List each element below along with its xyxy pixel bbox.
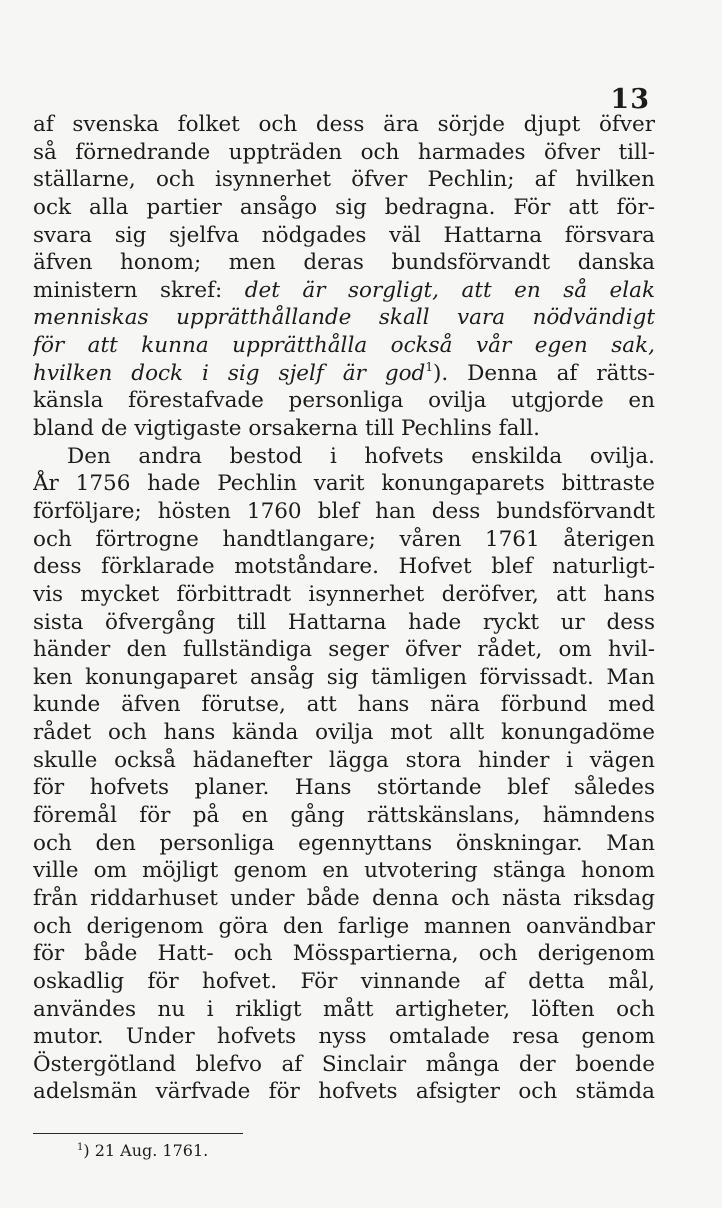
plain-text: ). Denna af rätts- xyxy=(432,360,655,386)
text-line: användes nu i rikligt mått artigheter, löften och xyxy=(33,996,655,1022)
text-line: mutor. Under hofvets nyss omtalade resa genom xyxy=(33,1024,655,1050)
text-line xyxy=(33,304,655,332)
text-line: från riddarhuset under både denna och nästa riksdag xyxy=(33,885,655,911)
text-line: dess förklarade motståndare. Hofvet blef naturligt- xyxy=(33,554,655,580)
text-line: oskadlig för hofvet. För vinnande af detta mål, xyxy=(33,968,655,994)
footnote xyxy=(77,1140,208,1162)
text-line: skulle också hädanefter lägga stora hinder i vägen xyxy=(33,747,655,773)
text-line: och den personliga egennyttans önskningar. Man xyxy=(33,830,655,856)
text-line: för hofvets planer. Hans störtande blef således xyxy=(33,775,655,801)
text-line: Östergötland blefvo af Sinclair många der boende xyxy=(33,1051,655,1077)
text-line: ville om möjligt genom en utvotering stänga honom xyxy=(33,858,655,884)
italic-text: det är sorgligt, att en så elak xyxy=(244,277,655,303)
text-line: af svenska folket och dess ära sörjde djupt öfver xyxy=(33,112,655,137)
text-line: År 1756 hade Pechlin varit konungaparets bittraste xyxy=(33,471,655,497)
text-line: ock alla partier ansågo sig bedragna. För att för- xyxy=(33,194,655,220)
text-line: ställarne, och isynnerhet öfver Pechlin; af hvilken xyxy=(33,167,655,193)
text-line: händer den fullständiga seger öfver rådet, om hvil- xyxy=(33,637,655,663)
page-number: 13 xyxy=(610,84,650,115)
text-line: föremål för på en gång rättskänslans, hämndens xyxy=(33,803,655,829)
text-line: för både Hatt- och Mösspartierna, och derigenom xyxy=(33,941,655,967)
footnote-mark: 1 xyxy=(77,1142,84,1153)
italic-text: menniskas upprätthållande skall vara nödvändigt xyxy=(33,305,655,331)
text-line: adelsmän värfvade för hofvets afsigter och stämda xyxy=(33,1079,655,1105)
footnote-divider xyxy=(33,1133,243,1134)
text-line: och förtrogne handtlangare; våren 1761 återigen xyxy=(33,526,655,552)
text-line: Den andra bestod i hofvets enskilda ovilja. xyxy=(67,443,655,469)
text-line: äfven honom; men deras bundsförvandt danska xyxy=(33,250,655,276)
text-line: ken konungaparet ansåg sig tämligen förvissadt. Man xyxy=(33,664,655,690)
text-line: och derigenom göra den farlige mannen oanvändbar xyxy=(33,913,655,939)
text-line: svara sig sjelfva nödgades väl Hattarna försvara xyxy=(33,222,655,248)
footnote-text: ) 21 Aug. 1761. xyxy=(83,1141,209,1160)
footnote-ref: 1 xyxy=(425,359,433,374)
text-line: så förnedrande uppträden och harmades öfver till- xyxy=(33,139,655,165)
text-line xyxy=(33,360,655,388)
text-line: bland de vigtigaste orsakerna till Pechlins fall. xyxy=(33,416,540,442)
text-line xyxy=(33,277,655,305)
italic-text: hvilken dock i sig sjelf är god xyxy=(33,360,426,386)
text-line: rådet och hans kända ovilja mot allt konungadöme xyxy=(33,720,655,746)
body-text xyxy=(33,111,655,1106)
text-line: kunde äfven förutse, att hans nära förbund med xyxy=(33,692,655,718)
italic-text: för att kunna upprätthålla också vår egen sak, xyxy=(33,333,655,359)
text-line: förföljare; hösten 1760 blef han dess bundsförvandt xyxy=(33,498,655,524)
text-line: känsla förestafvade personliga ovilja utgjorde en xyxy=(33,388,655,414)
text-line xyxy=(33,332,655,360)
plain-text: ministern skref: xyxy=(33,277,245,303)
text-line: vis mycket förbittradt isynnerhet deröfver, att hans xyxy=(33,581,655,607)
text-line: sista öfvergång till Hattarna hade ryckt ur dess xyxy=(33,609,655,635)
